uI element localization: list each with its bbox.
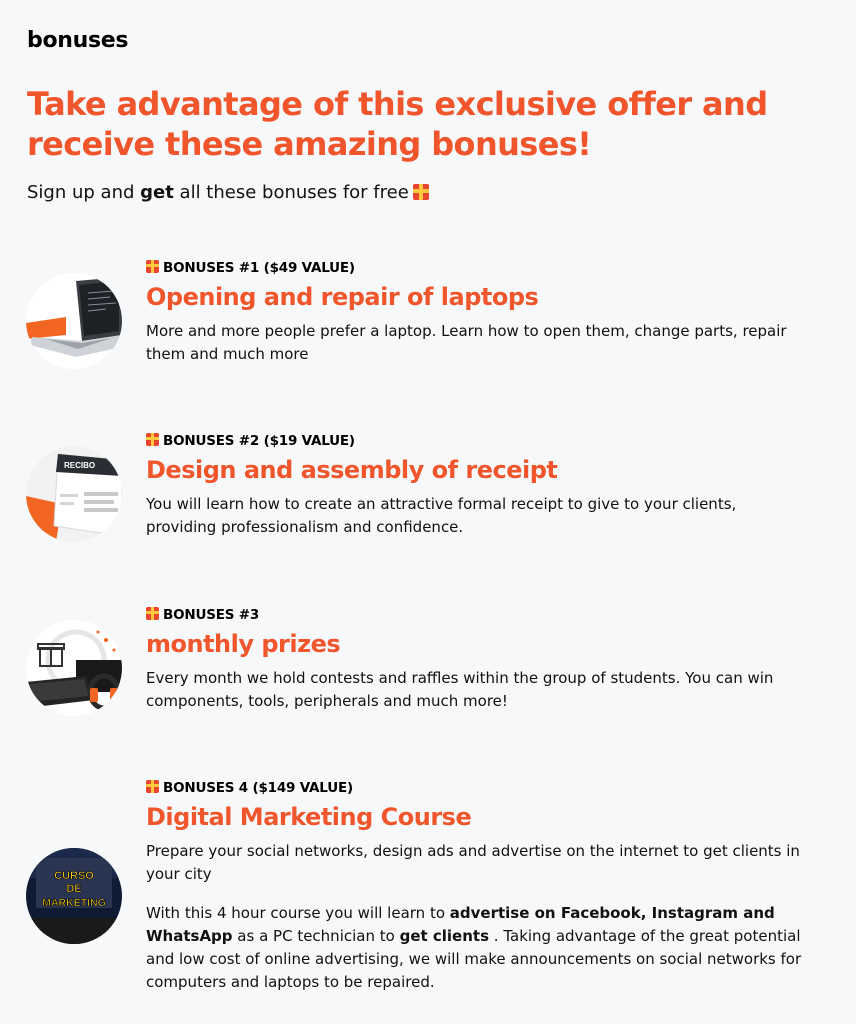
gift-icon [146,260,159,273]
page-headline: Take advantage of this exclusive offer and receive these amazing bonuses! [27,85,768,163]
extra-bold-2: get clients [399,927,490,945]
section-label: bonuses [27,28,129,53]
extra-text-1: With this 4 hour course you will learn to [146,904,450,922]
bonus-title: monthly prizes [146,630,341,658]
gift-icon [146,780,159,793]
gift-icon [146,607,159,620]
extra-text-3: . Taking advantage of the great potential and low cost of online advertising, we will make announcements on social networks for computers and laptops to be repaired. [146,927,802,991]
bonus-title: Opening and repair of laptops [146,283,539,311]
subline-bold: get [140,182,174,203]
bonus-tag [146,780,353,796]
bonus-tag-text: BONUSES #2 ($19 VALUE) [163,433,355,449]
bonus-title: Digital Marketing Course [146,803,472,831]
bonus-extra-description [146,902,806,994]
bonus-tag [146,260,355,276]
extra-bold-1: advertise on Facebook, Instagram and WhatsApp [146,904,775,945]
subline [27,182,433,203]
bonus-tag-text: BONUSES #3 [163,607,260,623]
course-image-text-3: MARKETING [42,897,106,909]
prizes-image [26,620,122,716]
bonus-description: Every month we hold contests and raffles within the group of students. You can win components, tools, peripherals and much more! [146,669,774,710]
bonus-description: Prepare your social networks, design ads and advertise on the internet to get clients in your city [146,842,800,883]
bonus-tag [146,433,355,449]
subline-prefix: Sign up and [27,182,141,203]
bonus-description: You will learn how to create an attractive formal receipt to give to your clients, providing professionalism and confidence. [146,495,737,536]
receipt-image [26,446,122,542]
bonus-title: Design and assembly of receipt [146,456,558,484]
subline-suffix: all these bonuses for free [173,182,409,203]
gift-icon [413,184,429,200]
receipt-image-text: RECIBO [64,461,96,470]
bonus-tag [146,607,259,623]
course-image-text-2: DE [66,883,82,895]
marketing-course-image [26,848,122,944]
laptop-image [26,273,122,369]
extra-text-2: as a PC technician to [232,927,400,945]
gift-icon [146,433,159,446]
course-image-text-1: CURSO [54,870,94,882]
bonus-description: More and more people prefer a laptop. Learn how to open them, change parts, repair them and much more [146,322,787,363]
bonus-tag-text: BONUSES 4 ($149 VALUE) [163,780,353,796]
bonus-tag-text: BONUSES #1 ($49 VALUE) [163,260,355,276]
